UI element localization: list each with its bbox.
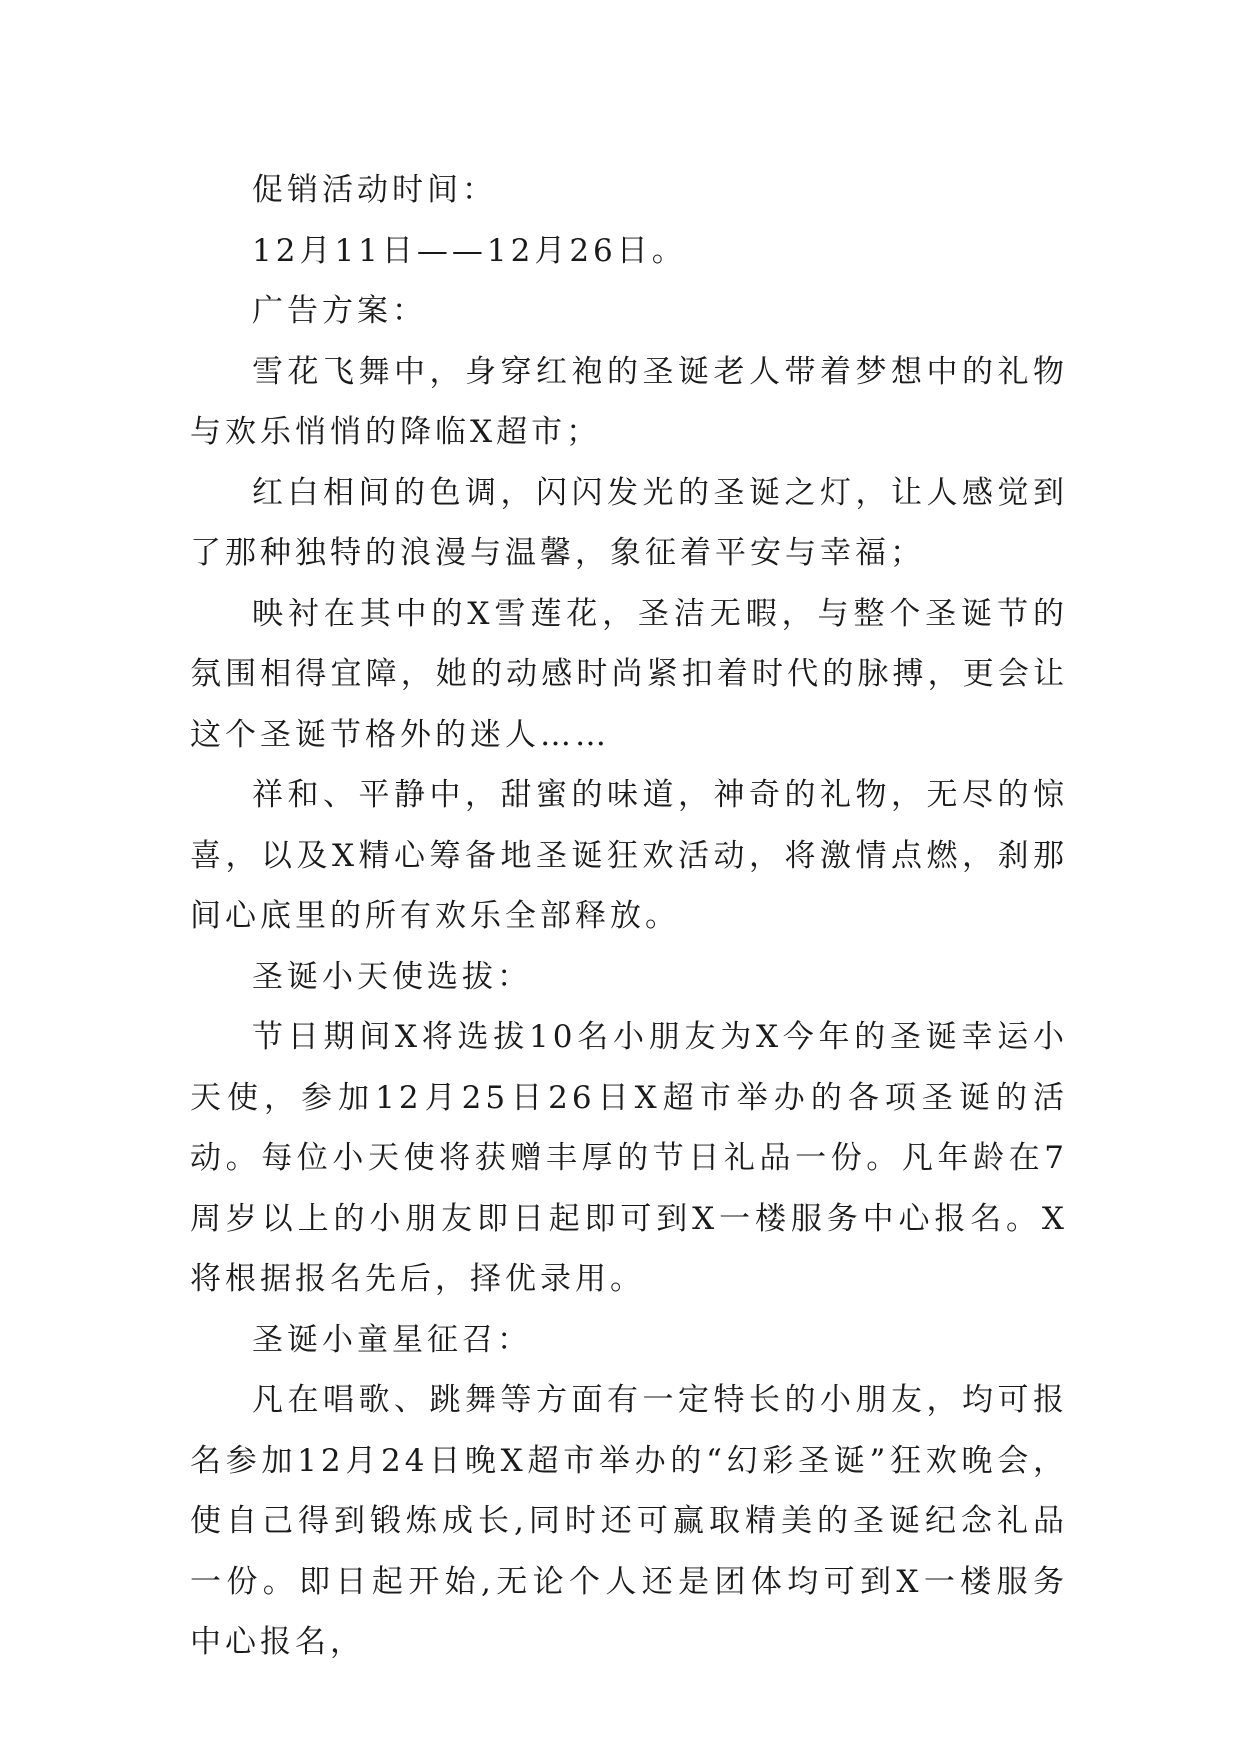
paragraph-star-heading: 圣诞小童星征召：: [252, 1321, 532, 1358]
paragraph-snow-lotus: 映衬在其中的X雪莲花，圣洁无暇，与整个圣诞节的氛围相得宜障，她的动感时尚紧扣着时代的脉搏，更会让这个圣诞节格外的迷人……: [190, 595, 1068, 753]
paragraph-snowflake: 雪花飞舞中，身穿红袍的圣诞老人带着梦想中的礼物与欢乐悄悄的降临X超市；: [190, 353, 1068, 450]
paragraph-angel-heading: 圣诞小天使选拔：: [252, 958, 532, 995]
paragraph-promo-time-heading: 促销活动时间：: [252, 172, 497, 208]
paragraph-star-details: 凡在唱歌、跳舞等方面有一定特长的小朋友，均可报名参加12月24日晚X超市举办的“幻彩圣诞”狂欢晚会，使自己得到锻炼成长,同时还可赢取精美的圣诞纪念礼品一份。即日起开始,无论个人还是团体均可到X一楼服务中心报名，: [190, 1382, 1068, 1660]
paragraph-red-white: 红白相间的色调，闪闪发光的圣诞之灯，让人感觉到了那种独特的浪漫与温馨，象征着平安与幸福；: [190, 474, 1068, 571]
paragraph-angel-details: 节日期间X将选拔10名小朋友为X今年的圣诞幸运小天使，参加12月25日26日X超市举办的各项圣诞的活动。每位小天使将获赠丰厚的节日礼品一份。凡年龄在7周岁以上的小朋友即日起即可到X一楼服务中心报名。X将根据报名先后，择优录用。: [190, 1019, 1068, 1297]
paragraph-promo-dates: 12月11日——12月26日。: [252, 232, 687, 269]
document-body: [190, 160, 1068, 1673]
paragraph-ad-plan-heading: 广告方案：: [252, 293, 427, 329]
paragraph-peaceful: 祥和、平静中，甜蜜的味道，神奇的礼物，无尽的惊喜，以及X精心筹备地圣诞狂欢活动，将激情点燃，刹那间心底里的所有欢乐全部释放。: [190, 777, 1068, 934]
